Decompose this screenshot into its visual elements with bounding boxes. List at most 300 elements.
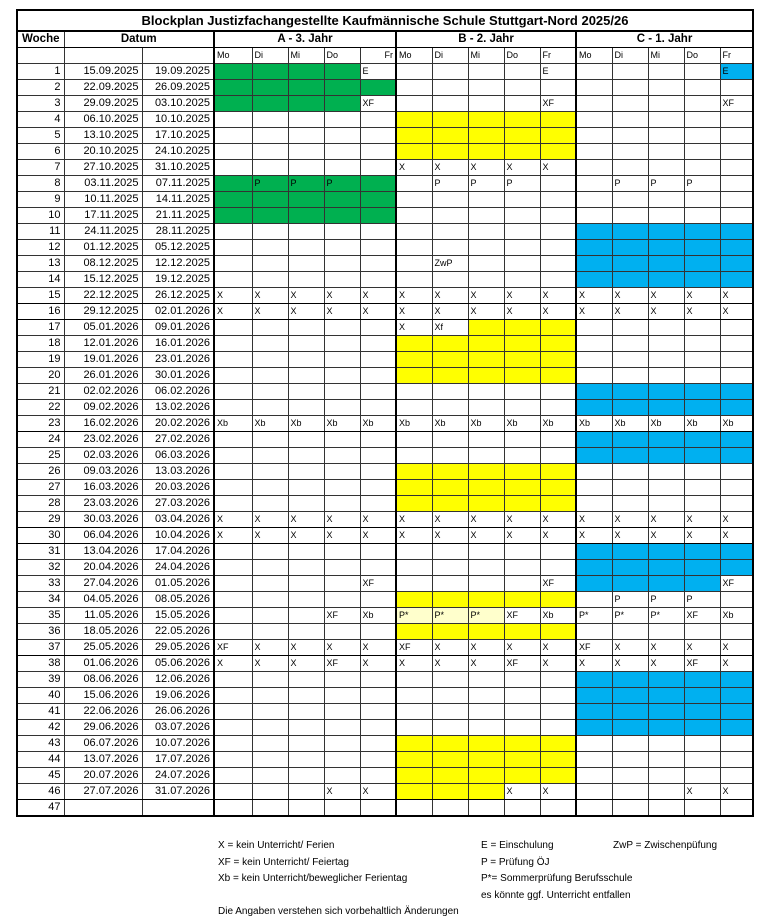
schedule-cell-b: X [468, 160, 504, 176]
date-from: 26.01.2026 [64, 368, 142, 384]
schedule-cell-a: Xb [288, 416, 324, 432]
schedule-cell-b [396, 736, 432, 752]
schedule-cell-b [396, 784, 432, 800]
schedule-cell-a [324, 112, 360, 128]
schedule-cell-b [504, 96, 540, 112]
schedule-cell-b [468, 688, 504, 704]
date-to: 03.10.2025 [142, 96, 214, 112]
schedule-cell-a [288, 368, 324, 384]
schedule-cell-c [648, 736, 684, 752]
schedule-cell-b: ZwP [432, 256, 468, 272]
schedule-cell-b [540, 624, 576, 640]
week-number: 42 [17, 720, 64, 736]
schedule-cell-b [396, 560, 432, 576]
schedule-cell-c [576, 720, 612, 736]
schedule-cell-a [252, 752, 288, 768]
table-row [17, 272, 753, 288]
week-number: 35 [17, 608, 64, 624]
day-header-c-mi: Mi [648, 48, 684, 64]
schedule-cell-c [720, 160, 753, 176]
schedule-cell-a [360, 144, 396, 160]
week-number: 31 [17, 544, 64, 560]
schedule-cell-c [720, 704, 753, 720]
schedule-cell-c [612, 704, 648, 720]
schedule-cell-a [252, 384, 288, 400]
table-row [17, 560, 753, 576]
table-row [17, 400, 753, 416]
schedule-cell-c: P* [648, 608, 684, 624]
schedule-cell-b [504, 704, 540, 720]
date-from: 30.03.2026 [64, 512, 142, 528]
schedule-cell-a [360, 592, 396, 608]
date-to: 31.10.2025 [142, 160, 214, 176]
schedule-cell-a [360, 672, 396, 688]
schedule-cell-a [288, 544, 324, 560]
schedule-cell-b [396, 672, 432, 688]
schedule-cell-c [684, 208, 720, 224]
date-from: 09.02.2026 [64, 400, 142, 416]
schedule-cell-b: Xb [468, 416, 504, 432]
blockplan-sheet [16, 9, 754, 817]
schedule-cell-c [612, 64, 648, 80]
schedule-cell-a [324, 160, 360, 176]
day-header-a-di: Di [252, 48, 288, 64]
schedule-cell-c [612, 736, 648, 752]
week-number: 23 [17, 416, 64, 432]
date-from: 29.06.2026 [64, 720, 142, 736]
date-from: 15.06.2026 [64, 688, 142, 704]
schedule-cell-c [612, 400, 648, 416]
schedule-cell-c [720, 544, 753, 560]
schedule-cell-b [468, 576, 504, 592]
header-blank [17, 48, 64, 64]
schedule-cell-b [432, 384, 468, 400]
schedule-cell-a [252, 672, 288, 688]
schedule-cell-a [214, 256, 252, 272]
schedule-cell-c [720, 272, 753, 288]
legend-x: X = kein Unterricht/ Ferien [218, 840, 335, 851]
schedule-cell-a: XF [360, 96, 396, 112]
schedule-cell-a: XF [324, 656, 360, 672]
schedule-cell-a: X [288, 512, 324, 528]
schedule-cell-b [396, 336, 432, 352]
date-to: 17.04.2026 [142, 544, 214, 560]
schedule-cell-a [214, 368, 252, 384]
schedule-cell-c [576, 448, 612, 464]
schedule-cell-a [214, 544, 252, 560]
schedule-cell-a [324, 752, 360, 768]
schedule-cell-a: P [288, 176, 324, 192]
schedule-cell-a [288, 720, 324, 736]
schedule-cell-a [360, 352, 396, 368]
schedule-cell-b [396, 80, 432, 96]
schedule-cell-b [504, 112, 540, 128]
schedule-cell-c [648, 368, 684, 384]
schedule-cell-b [468, 320, 504, 336]
schedule-cell-c: X [648, 528, 684, 544]
schedule-cell-b: Xb [396, 416, 432, 432]
schedule-cell-a [214, 176, 252, 192]
schedule-cell-a [288, 112, 324, 128]
date-to: 12.06.2026 [142, 672, 214, 688]
schedule-cell-a [214, 80, 252, 96]
week-number: 19 [17, 352, 64, 368]
week-number: 3 [17, 96, 64, 112]
schedule-cell-b [432, 752, 468, 768]
day-header-a-do: Do [324, 48, 360, 64]
schedule-cell-b [432, 128, 468, 144]
schedule-cell-c [684, 96, 720, 112]
schedule-cell-a [252, 800, 288, 817]
schedule-cell-c [648, 448, 684, 464]
week-number: 12 [17, 240, 64, 256]
schedule-cell-a: X [324, 304, 360, 320]
table-row [17, 160, 753, 176]
schedule-cell-a: X [360, 528, 396, 544]
schedule-cell-c [612, 480, 648, 496]
schedule-cell-c: P [684, 592, 720, 608]
schedule-cell-a [288, 64, 324, 80]
schedule-cell-a [324, 336, 360, 352]
date-to: 28.11.2025 [142, 224, 214, 240]
schedule-cell-c [720, 384, 753, 400]
schedule-cell-a: X [214, 656, 252, 672]
day-header-c-do: Do [684, 48, 720, 64]
schedule-cell-a: X [324, 528, 360, 544]
schedule-cell-b [540, 768, 576, 784]
schedule-cell-a [214, 144, 252, 160]
schedule-cell-c [648, 272, 684, 288]
schedule-cell-b [540, 688, 576, 704]
date-to: 06.03.2026 [142, 448, 214, 464]
schedule-cell-c: XF [720, 576, 753, 592]
schedule-cell-c: X [684, 512, 720, 528]
schedule-cell-b [540, 496, 576, 512]
schedule-cell-a [324, 128, 360, 144]
schedule-cell-c [648, 704, 684, 720]
date-to: 06.02.2026 [142, 384, 214, 400]
date-to: 05.12.2025 [142, 240, 214, 256]
schedule-cell-a [288, 576, 324, 592]
date-to: 02.01.2026 [142, 304, 214, 320]
schedule-cell-c [576, 272, 612, 288]
schedule-cell-b: X [468, 528, 504, 544]
week-number: 13 [17, 256, 64, 272]
schedule-cell-c: X [648, 304, 684, 320]
header-blank [142, 48, 214, 64]
schedule-cell-c: X [684, 640, 720, 656]
table-row [17, 736, 753, 752]
table-row [17, 128, 753, 144]
schedule-cell-c [612, 192, 648, 208]
schedule-cell-c: X [720, 640, 753, 656]
header-blank [64, 48, 142, 64]
date-from: 20.07.2026 [64, 768, 142, 784]
date-from: 17.11.2025 [64, 208, 142, 224]
schedule-cell-c: Xb [648, 416, 684, 432]
schedule-cell-c [684, 464, 720, 480]
schedule-cell-c [720, 336, 753, 352]
schedule-cell-b [396, 176, 432, 192]
date-from [64, 800, 142, 817]
schedule-cell-b [396, 688, 432, 704]
table-row [17, 496, 753, 512]
date-from: 13.04.2026 [64, 544, 142, 560]
schedule-cell-a [214, 160, 252, 176]
schedule-cell-a [252, 256, 288, 272]
schedule-cell-b [468, 96, 504, 112]
schedule-cell-a: X [360, 640, 396, 656]
schedule-cell-b [504, 672, 540, 688]
schedule-cell-a [288, 624, 324, 640]
date-from: 22.09.2025 [64, 80, 142, 96]
schedule-cell-a: X [324, 784, 360, 800]
schedule-cell-b: Xb [540, 416, 576, 432]
schedule-cell-a [214, 336, 252, 352]
schedule-cell-b: X [432, 640, 468, 656]
schedule-cell-a [288, 672, 324, 688]
schedule-cell-c [684, 720, 720, 736]
schedule-cell-b [504, 224, 540, 240]
schedule-cell-a: P [252, 176, 288, 192]
schedule-cell-b [540, 672, 576, 688]
schedule-cell-b [540, 336, 576, 352]
schedule-cell-b [432, 768, 468, 784]
schedule-cell-c [612, 720, 648, 736]
schedule-cell-a [214, 464, 252, 480]
schedule-cell-b: XF [504, 608, 540, 624]
schedule-cell-a [214, 752, 252, 768]
schedule-cell-a [360, 256, 396, 272]
date-to: 05.06.2026 [142, 656, 214, 672]
date-from: 20.04.2026 [64, 560, 142, 576]
schedule-cell-c [648, 336, 684, 352]
schedule-cell-b [396, 592, 432, 608]
schedule-cell-a [288, 208, 324, 224]
schedule-cell-c [576, 240, 612, 256]
schedule-cell-b [468, 80, 504, 96]
schedule-cell-a [288, 80, 324, 96]
schedule-cell-c [684, 736, 720, 752]
week-number: 32 [17, 560, 64, 576]
schedule-cell-b [504, 80, 540, 96]
date-from: 08.12.2025 [64, 256, 142, 272]
schedule-cell-b [396, 464, 432, 480]
schedule-cell-b: X [540, 304, 576, 320]
schedule-cell-b [540, 128, 576, 144]
date-to: 08.05.2026 [142, 592, 214, 608]
schedule-cell-c [720, 400, 753, 416]
table-row [17, 176, 753, 192]
schedule-cell-c [576, 80, 612, 96]
schedule-cell-b: X [504, 640, 540, 656]
schedule-cell-b: X [468, 656, 504, 672]
schedule-cell-a [360, 400, 396, 416]
schedule-cell-a [324, 256, 360, 272]
schedule-cell-b [432, 336, 468, 352]
schedule-cell-a: X [214, 528, 252, 544]
schedule-cell-c: X [684, 304, 720, 320]
schedule-cell-c: X [648, 288, 684, 304]
table-row [17, 240, 753, 256]
schedule-cell-c [648, 624, 684, 640]
schedule-cell-b: E [540, 64, 576, 80]
schedule-cell-a [252, 608, 288, 624]
schedule-cell-b: X [396, 304, 432, 320]
schedule-cell-c [684, 352, 720, 368]
schedule-cell-b [540, 384, 576, 400]
schedule-cell-a [360, 240, 396, 256]
schedule-cell-a [252, 352, 288, 368]
week-number: 46 [17, 784, 64, 800]
schedule-cell-a [252, 64, 288, 80]
schedule-cell-b [396, 704, 432, 720]
schedule-cell-c [720, 688, 753, 704]
date-to [142, 800, 214, 817]
schedule-cell-a [360, 224, 396, 240]
date-from: 15.12.2025 [64, 272, 142, 288]
schedule-cell-b [432, 80, 468, 96]
table-row [17, 544, 753, 560]
schedule-cell-a [360, 272, 396, 288]
schedule-cell-c [720, 752, 753, 768]
schedule-cell-a [324, 704, 360, 720]
schedule-cell-b [504, 688, 540, 704]
schedule-cell-c: P [612, 176, 648, 192]
table-row [17, 80, 753, 96]
schedule-cell-c [612, 256, 648, 272]
schedule-cell-c [720, 736, 753, 752]
schedule-cell-b [504, 624, 540, 640]
legend-footer: Die Angaben verstehen sich vorbehaltlich Änderungen [218, 906, 459, 917]
schedule-cell-c [648, 224, 684, 240]
day-header-a-mi: Mi [288, 48, 324, 64]
date-from: 10.11.2025 [64, 192, 142, 208]
schedule-cell-c [576, 688, 612, 704]
schedule-cell-c: Xb [720, 416, 753, 432]
schedule-cell-b [468, 400, 504, 416]
schedule-cell-a [252, 544, 288, 560]
schedule-cell-b: X [504, 160, 540, 176]
schedule-cell-a [324, 432, 360, 448]
schedule-cell-a: Xb [360, 608, 396, 624]
schedule-cell-b: X [396, 320, 432, 336]
schedule-cell-b [468, 480, 504, 496]
schedule-cell-a [360, 496, 396, 512]
schedule-cell-b: X [432, 160, 468, 176]
schedule-cell-a [324, 544, 360, 560]
schedule-cell-c [720, 368, 753, 384]
schedule-cell-b [468, 256, 504, 272]
schedule-cell-a [288, 800, 324, 817]
schedule-cell-b [540, 592, 576, 608]
schedule-cell-b [504, 768, 540, 784]
table-row [17, 592, 753, 608]
schedule-cell-c [612, 352, 648, 368]
schedule-cell-c [576, 384, 612, 400]
schedule-cell-b [468, 464, 504, 480]
table-row [17, 672, 753, 688]
schedule-cell-c [648, 128, 684, 144]
schedule-cell-b [540, 208, 576, 224]
schedule-cell-a [288, 336, 324, 352]
schedule-cell-c [612, 144, 648, 160]
date-from: 16.03.2026 [64, 480, 142, 496]
schedule-cell-a: Xb [252, 416, 288, 432]
schedule-cell-a [252, 144, 288, 160]
schedule-cell-c: X [684, 528, 720, 544]
schedule-cell-c [684, 64, 720, 80]
date-to: 31.07.2026 [142, 784, 214, 800]
schedule-cell-b [540, 544, 576, 560]
schedule-cell-b [432, 592, 468, 608]
schedule-cell-a [360, 384, 396, 400]
schedule-cell-b [468, 560, 504, 576]
schedule-cell-c [684, 192, 720, 208]
schedule-cell-a [360, 160, 396, 176]
week-number: 22 [17, 400, 64, 416]
date-from: 13.07.2026 [64, 752, 142, 768]
schedule-cell-a [360, 560, 396, 576]
schedule-cell-b [432, 704, 468, 720]
schedule-cell-b [540, 256, 576, 272]
schedule-cell-b [540, 720, 576, 736]
schedule-cell-c: XF [684, 656, 720, 672]
schedule-cell-b [504, 320, 540, 336]
schedule-cell-a [214, 480, 252, 496]
schedule-cell-a [288, 608, 324, 624]
schedule-cell-a [288, 96, 324, 112]
date-from: 08.06.2026 [64, 672, 142, 688]
week-number: 5 [17, 128, 64, 144]
schedule-cell-c [720, 144, 753, 160]
schedule-cell-c [720, 80, 753, 96]
schedule-cell-b [504, 272, 540, 288]
schedule-cell-a [324, 80, 360, 96]
week-number: 20 [17, 368, 64, 384]
schedule-cell-c: X [612, 640, 648, 656]
table-row [17, 320, 753, 336]
schedule-cell-b [468, 800, 504, 817]
schedule-cell-b [396, 368, 432, 384]
date-to: 24.10.2025 [142, 144, 214, 160]
schedule-cell-c [684, 368, 720, 384]
date-from: 11.05.2026 [64, 608, 142, 624]
schedule-cell-c: X [612, 512, 648, 528]
schedule-cell-b: XF [540, 576, 576, 592]
schedule-cell-c [648, 544, 684, 560]
schedule-cell-b: X [396, 528, 432, 544]
date-to: 10.04.2026 [142, 528, 214, 544]
schedule-cell-b [468, 208, 504, 224]
schedule-cell-b [396, 224, 432, 240]
date-from: 02.03.2026 [64, 448, 142, 464]
schedule-cell-c: X [720, 304, 753, 320]
schedule-cell-c [648, 144, 684, 160]
schedule-cell-b [432, 784, 468, 800]
schedule-cell-c [720, 496, 753, 512]
schedule-cell-b [540, 80, 576, 96]
schedule-cell-c [684, 128, 720, 144]
schedule-cell-a [360, 336, 396, 352]
schedule-cell-b [396, 352, 432, 368]
schedule-cell-a [360, 752, 396, 768]
schedule-cell-c [576, 432, 612, 448]
schedule-cell-c: Xb [612, 416, 648, 432]
schedule-cell-c [720, 720, 753, 736]
schedule-cell-a [252, 736, 288, 752]
schedule-cell-a [288, 688, 324, 704]
